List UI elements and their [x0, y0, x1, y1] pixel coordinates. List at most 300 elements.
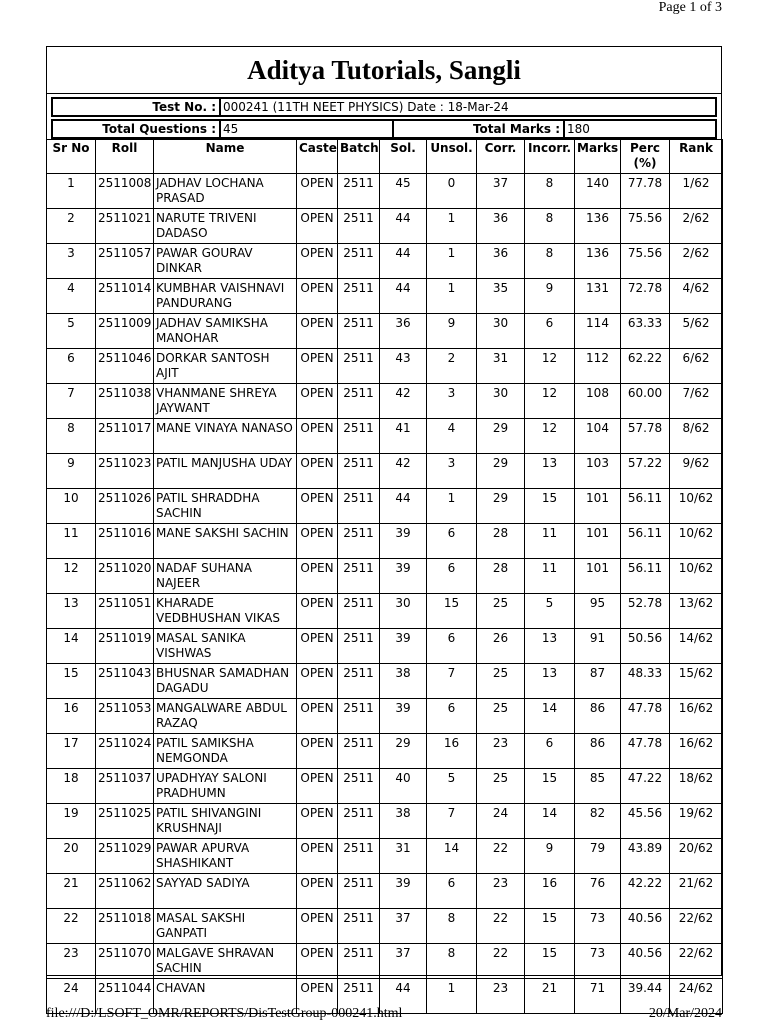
sr-no-cell: 22: [47, 909, 96, 944]
sol-cell: 39: [380, 874, 427, 909]
table-row: [47, 524, 723, 559]
perc-cell: 60.00: [621, 384, 670, 419]
caste-cell: OPEN: [297, 454, 338, 489]
rank-cell: 22/62: [670, 944, 723, 979]
roll-cell: 2511026: [96, 489, 154, 524]
name-cell: PATIL MANJUSHA UDAY: [154, 454, 297, 489]
sr-no-cell: 3: [47, 244, 96, 279]
caste-cell: OPEN: [297, 419, 338, 454]
name-cell: MASAL SAKSHI GANPATI: [154, 909, 297, 944]
corr-cell: 36: [477, 244, 525, 279]
batch-cell: 2511: [338, 209, 380, 244]
corr-cell: 23: [477, 874, 525, 909]
incorr-cell: 12: [525, 349, 575, 384]
batch-cell: 2511: [338, 174, 380, 209]
sol-cell: 44: [380, 209, 427, 244]
col-header: Batch: [338, 140, 380, 174]
incorr-cell: 16: [525, 874, 575, 909]
roll-cell: 2511019: [96, 629, 154, 664]
total-marks-label: Total Marks :: [392, 121, 563, 137]
marks-cell: 136: [575, 209, 621, 244]
name-cell: NADAF SUHANA NAJEER: [154, 559, 297, 594]
unsol-cell: 7: [427, 804, 477, 839]
sr-no-cell: 15: [47, 664, 96, 699]
unsol-cell: 8: [427, 909, 477, 944]
rank-cell: 2/62: [670, 244, 723, 279]
sol-cell: 45: [380, 174, 427, 209]
name-cell: MANE VINAYA NANASO: [154, 419, 297, 454]
table-row: [47, 559, 723, 594]
batch-cell: 2511: [338, 454, 380, 489]
table-header-row: [47, 140, 723, 174]
batch-cell: 2511: [338, 664, 380, 699]
incorr-cell: 14: [525, 804, 575, 839]
sol-cell: 31: [380, 839, 427, 874]
marks-cell: 86: [575, 699, 621, 734]
roll-cell: 2511070: [96, 944, 154, 979]
unsol-cell: 6: [427, 524, 477, 559]
results-table: [46, 139, 723, 1014]
table-row: [47, 594, 723, 629]
sr-no-cell: 11: [47, 524, 96, 559]
rank-cell: 19/62: [670, 804, 723, 839]
sol-cell: 38: [380, 664, 427, 699]
incorr-cell: 5: [525, 594, 575, 629]
rank-cell: 9/62: [670, 454, 723, 489]
name-cell: MANE SAKSHI SACHIN: [154, 524, 297, 559]
sol-cell: 29: [380, 734, 427, 769]
corr-cell: 35: [477, 279, 525, 314]
roll-cell: 2511023: [96, 454, 154, 489]
sr-no-cell: 21: [47, 874, 96, 909]
name-cell: PATIL SHIVANGINI KRUSHNAJI: [154, 804, 297, 839]
corr-cell: 29: [477, 419, 525, 454]
sr-no-cell: 9: [47, 454, 96, 489]
marks-cell: 95: [575, 594, 621, 629]
incorr-cell: 15: [525, 909, 575, 944]
col-header: Marks: [575, 140, 621, 174]
totals-row: [51, 119, 717, 139]
batch-cell: 2511: [338, 769, 380, 804]
test-info: [51, 97, 717, 139]
sr-no-cell: 13: [47, 594, 96, 629]
caste-cell: OPEN: [297, 699, 338, 734]
col-header: Rank: [670, 140, 723, 174]
unsol-cell: 6: [427, 629, 477, 664]
batch-cell: 2511: [338, 244, 380, 279]
table-row: [47, 314, 723, 349]
caste-cell: OPEN: [297, 244, 338, 279]
marks-cell: 114: [575, 314, 621, 349]
table-row: [47, 454, 723, 489]
name-cell: JADHAV SAMIKSHA MANOHAR: [154, 314, 297, 349]
caste-cell: OPEN: [297, 839, 338, 874]
total-marks-value: 180: [563, 121, 715, 137]
perc-cell: 57.78: [621, 419, 670, 454]
unsol-cell: 8: [427, 944, 477, 979]
corr-cell: 37: [477, 174, 525, 209]
col-header: Unsol.: [427, 140, 477, 174]
incorr-cell: 8: [525, 244, 575, 279]
unsol-cell: 5: [427, 769, 477, 804]
name-cell: PAWAR APURVA SHASHIKANT: [154, 839, 297, 874]
unsol-cell: 4: [427, 419, 477, 454]
corr-cell: 30: [477, 384, 525, 419]
table-row: [47, 769, 723, 804]
incorr-cell: 15: [525, 769, 575, 804]
unsol-cell: 6: [427, 699, 477, 734]
unsol-cell: 3: [427, 454, 477, 489]
roll-cell: 2511046: [96, 349, 154, 384]
corr-cell: 28: [477, 524, 525, 559]
marks-cell: 87: [575, 664, 621, 699]
marks-cell: 82: [575, 804, 621, 839]
corr-cell: 22: [477, 909, 525, 944]
incorr-cell: 9: [525, 839, 575, 874]
sol-cell: 39: [380, 629, 427, 664]
sol-cell: 30: [380, 594, 427, 629]
caste-cell: OPEN: [297, 909, 338, 944]
roll-cell: 2511021: [96, 209, 154, 244]
corr-cell: 26: [477, 629, 525, 664]
rank-cell: 20/62: [670, 839, 723, 874]
sol-cell: 39: [380, 699, 427, 734]
perc-cell: 43.89: [621, 839, 670, 874]
marks-cell: 79: [575, 839, 621, 874]
table-row: [47, 244, 723, 279]
roll-cell: 2511029: [96, 839, 154, 874]
name-cell: MANGALWARE ABDUL RAZAQ: [154, 699, 297, 734]
name-cell: BHUSNAR SAMADHAN DAGADU: [154, 664, 297, 699]
sr-no-cell: 17: [47, 734, 96, 769]
rank-cell: 2/62: [670, 209, 723, 244]
roll-cell: 2511038: [96, 384, 154, 419]
name-cell: KUMBHAR VAISHNAVI PANDURANG: [154, 279, 297, 314]
perc-cell: 75.56: [621, 209, 670, 244]
rank-cell: 14/62: [670, 629, 723, 664]
rank-cell: 10/62: [670, 559, 723, 594]
perc-cell: 39.44: [621, 979, 670, 1014]
name-cell: MASAL SANIKA VISHWAS: [154, 629, 297, 664]
rank-cell: 13/62: [670, 594, 723, 629]
caste-cell: OPEN: [297, 174, 338, 209]
roll-cell: 2511057: [96, 244, 154, 279]
marks-cell: 103: [575, 454, 621, 489]
batch-cell: 2511: [338, 419, 380, 454]
batch-cell: 2511: [338, 699, 380, 734]
batch-cell: 2511: [338, 559, 380, 594]
rank-cell: 7/62: [670, 384, 723, 419]
caste-cell: OPEN: [297, 664, 338, 699]
incorr-cell: 8: [525, 174, 575, 209]
incorr-cell: 15: [525, 489, 575, 524]
name-cell: PATIL SHRADDHA SACHIN: [154, 489, 297, 524]
incorr-cell: 11: [525, 559, 575, 594]
table-row: [47, 209, 723, 244]
corr-cell: 29: [477, 489, 525, 524]
unsol-cell: 15: [427, 594, 477, 629]
unsol-cell: 7: [427, 664, 477, 699]
name-cell: PAWAR GOURAV DINKAR: [154, 244, 297, 279]
name-cell: SAYYAD SADIYA: [154, 874, 297, 909]
perc-cell: 50.56: [621, 629, 670, 664]
sr-no-cell: 20: [47, 839, 96, 874]
unsol-cell: 0: [427, 174, 477, 209]
marks-cell: 86: [575, 734, 621, 769]
table-row: [47, 384, 723, 419]
total-questions-value: 45: [219, 121, 392, 137]
corr-cell: 30: [477, 314, 525, 349]
page-number: Page 1 of 3: [658, 0, 722, 15]
batch-cell: 2511: [338, 594, 380, 629]
marks-cell: 73: [575, 909, 621, 944]
caste-cell: OPEN: [297, 734, 338, 769]
name-cell: CHAVAN: [154, 979, 297, 1014]
batch-cell: 2511: [338, 839, 380, 874]
table-row: [47, 279, 723, 314]
roll-cell: 2511062: [96, 874, 154, 909]
corr-cell: 31: [477, 349, 525, 384]
sr-no-cell: 5: [47, 314, 96, 349]
unsol-cell: 1: [427, 244, 477, 279]
table-row: [47, 734, 723, 769]
roll-cell: 2511008: [96, 174, 154, 209]
test-no-value: 000241 (11TH NEET PHYSICS) Date : 18-Mar-24: [219, 99, 715, 115]
rank-cell: 4/62: [670, 279, 723, 314]
unsol-cell: 1: [427, 979, 477, 1014]
table-row: [47, 839, 723, 874]
name-cell: PATIL SAMIKSHA NEMGONDA: [154, 734, 297, 769]
incorr-cell: 13: [525, 454, 575, 489]
perc-cell: 57.22: [621, 454, 670, 489]
incorr-cell: 6: [525, 314, 575, 349]
incorr-cell: 8: [525, 209, 575, 244]
rank-cell: 16/62: [670, 734, 723, 769]
report-frame: [46, 46, 722, 995]
sol-cell: 38: [380, 804, 427, 839]
roll-cell: 2511020: [96, 559, 154, 594]
incorr-cell: 14: [525, 699, 575, 734]
unsol-cell: 6: [427, 559, 477, 594]
caste-cell: OPEN: [297, 489, 338, 524]
batch-cell: 2511: [338, 349, 380, 384]
marks-cell: 140: [575, 174, 621, 209]
roll-cell: 2511051: [96, 594, 154, 629]
batch-cell: 2511: [338, 874, 380, 909]
roll-cell: 2511014: [96, 279, 154, 314]
caste-cell: OPEN: [297, 349, 338, 384]
total-questions-label: Total Questions :: [102, 122, 216, 136]
caste-cell: OPEN: [297, 804, 338, 839]
sr-no-cell: 23: [47, 944, 96, 979]
batch-cell: 2511: [338, 314, 380, 349]
roll-cell: 2511016: [96, 524, 154, 559]
table-row: [47, 909, 723, 944]
col-header: Incorr.: [525, 140, 575, 174]
batch-cell: 2511: [338, 804, 380, 839]
marks-cell: 71: [575, 979, 621, 1014]
unsol-cell: 2: [427, 349, 477, 384]
incorr-cell: 15: [525, 944, 575, 979]
col-header: Corr.: [477, 140, 525, 174]
incorr-cell: 6: [525, 734, 575, 769]
rank-cell: 24/62: [670, 979, 723, 1014]
corr-cell: 23: [477, 979, 525, 1014]
caste-cell: OPEN: [297, 314, 338, 349]
sol-cell: 44: [380, 244, 427, 279]
col-header: Sol.: [380, 140, 427, 174]
incorr-cell: 13: [525, 664, 575, 699]
perc-cell: 40.56: [621, 944, 670, 979]
unsol-cell: 9: [427, 314, 477, 349]
batch-cell: 2511: [338, 279, 380, 314]
marks-cell: 91: [575, 629, 621, 664]
caste-cell: OPEN: [297, 594, 338, 629]
incorr-cell: 12: [525, 419, 575, 454]
sr-no-cell: 19: [47, 804, 96, 839]
marks-cell: 136: [575, 244, 621, 279]
sr-no-cell: 18: [47, 769, 96, 804]
marks-cell: 85: [575, 769, 621, 804]
perc-cell: 42.22: [621, 874, 670, 909]
name-cell: DORKAR SANTOSH AJIT: [154, 349, 297, 384]
table-row: [47, 419, 723, 454]
roll-cell: 2511043: [96, 664, 154, 699]
sol-cell: 44: [380, 279, 427, 314]
name-cell: UPADHYAY SALONI PRADHUMN: [154, 769, 297, 804]
perc-cell: 56.11: [621, 489, 670, 524]
corr-cell: 25: [477, 664, 525, 699]
perc-cell: 75.56: [621, 244, 670, 279]
name-cell: KHARADE VEDBHUSHAN VIKAS: [154, 594, 297, 629]
rank-cell: 10/62: [670, 489, 723, 524]
name-cell: JADHAV LOCHANA PRASAD: [154, 174, 297, 209]
sr-no-cell: 1: [47, 174, 96, 209]
batch-cell: 2511: [338, 909, 380, 944]
perc-cell: 77.78: [621, 174, 670, 209]
table-row: [47, 174, 723, 209]
roll-cell: 2511009: [96, 314, 154, 349]
unsol-cell: 1: [427, 209, 477, 244]
table-row: [47, 944, 723, 979]
footer-date: 20/Mar/2024: [648, 1006, 722, 1021]
perc-cell: 63.33: [621, 314, 670, 349]
sol-cell: 39: [380, 559, 427, 594]
name-cell: VHANMANE SHREYA JAYWANT: [154, 384, 297, 419]
incorr-cell: 9: [525, 279, 575, 314]
footer-path: file:///D:/LSOFT_OMR/REPORTS/DisTestGroup-000241.html: [46, 1006, 403, 1021]
sol-cell: 36: [380, 314, 427, 349]
corr-cell: 28: [477, 559, 525, 594]
roll-cell: 2511053: [96, 699, 154, 734]
sol-cell: 42: [380, 454, 427, 489]
perc-cell: 40.56: [621, 909, 670, 944]
caste-cell: OPEN: [297, 384, 338, 419]
rank-cell: 6/62: [670, 349, 723, 384]
caste-cell: OPEN: [297, 874, 338, 909]
table-row: [47, 664, 723, 699]
corr-cell: 22: [477, 839, 525, 874]
caste-cell: OPEN: [297, 279, 338, 314]
col-header: Perc (%): [621, 140, 670, 174]
batch-cell: 2511: [338, 524, 380, 559]
rank-cell: 8/62: [670, 419, 723, 454]
marks-cell: 108: [575, 384, 621, 419]
caste-cell: OPEN: [297, 629, 338, 664]
sol-cell: 42: [380, 384, 427, 419]
col-header: Name: [154, 140, 297, 174]
unsol-cell: 14: [427, 839, 477, 874]
name-cell: MALGAVE SHRAVAN SACHIN: [154, 944, 297, 979]
perc-cell: 72.78: [621, 279, 670, 314]
incorr-cell: 13: [525, 629, 575, 664]
sr-no-cell: 2: [47, 209, 96, 244]
sol-cell: 44: [380, 979, 427, 1014]
batch-cell: 2511: [338, 629, 380, 664]
rank-cell: 16/62: [670, 699, 723, 734]
marks-cell: 131: [575, 279, 621, 314]
sr-no-cell: 14: [47, 629, 96, 664]
sol-cell: 37: [380, 944, 427, 979]
sol-cell: 44: [380, 489, 427, 524]
sol-cell: 40: [380, 769, 427, 804]
name-cell: NARUTE TRIVENI DADASO: [154, 209, 297, 244]
sr-no-cell: 6: [47, 349, 96, 384]
table-row: [47, 629, 723, 664]
rank-cell: 18/62: [670, 769, 723, 804]
rank-cell: 1/62: [670, 174, 723, 209]
caste-cell: OPEN: [297, 979, 338, 1014]
caste-cell: OPEN: [297, 769, 338, 804]
corr-cell: 24: [477, 804, 525, 839]
corr-cell: 25: [477, 699, 525, 734]
marks-cell: 73: [575, 944, 621, 979]
incorr-cell: 21: [525, 979, 575, 1014]
marks-cell: 104: [575, 419, 621, 454]
perc-cell: 47.78: [621, 699, 670, 734]
table-row: [47, 349, 723, 384]
caste-cell: OPEN: [297, 209, 338, 244]
perc-cell: 52.78: [621, 594, 670, 629]
batch-cell: 2511: [338, 979, 380, 1014]
sr-no-cell: 12: [47, 559, 96, 594]
corr-cell: 25: [477, 594, 525, 629]
sr-no-cell: 16: [47, 699, 96, 734]
unsol-cell: 1: [427, 279, 477, 314]
sr-no-cell: 24: [47, 979, 96, 1014]
corr-cell: 22: [477, 944, 525, 979]
table-row: [47, 699, 723, 734]
sr-no-cell: 4: [47, 279, 96, 314]
results-body: [47, 174, 723, 1014]
incorr-cell: 12: [525, 384, 575, 419]
table-row: [47, 489, 723, 524]
table-row: [47, 874, 723, 909]
unsol-cell: 6: [427, 874, 477, 909]
report-title: Aditya Tutorials, Sangli: [47, 47, 721, 94]
test-no-label: Test No. :: [152, 100, 216, 114]
test-no-row: [51, 97, 717, 117]
sr-no-cell: 10: [47, 489, 96, 524]
unsol-cell: 3: [427, 384, 477, 419]
perc-cell: 62.22: [621, 349, 670, 384]
rank-cell: 15/62: [670, 664, 723, 699]
sol-cell: 39: [380, 524, 427, 559]
roll-cell: 2511024: [96, 734, 154, 769]
batch-cell: 2511: [338, 489, 380, 524]
caste-cell: OPEN: [297, 524, 338, 559]
rank-cell: 10/62: [670, 524, 723, 559]
